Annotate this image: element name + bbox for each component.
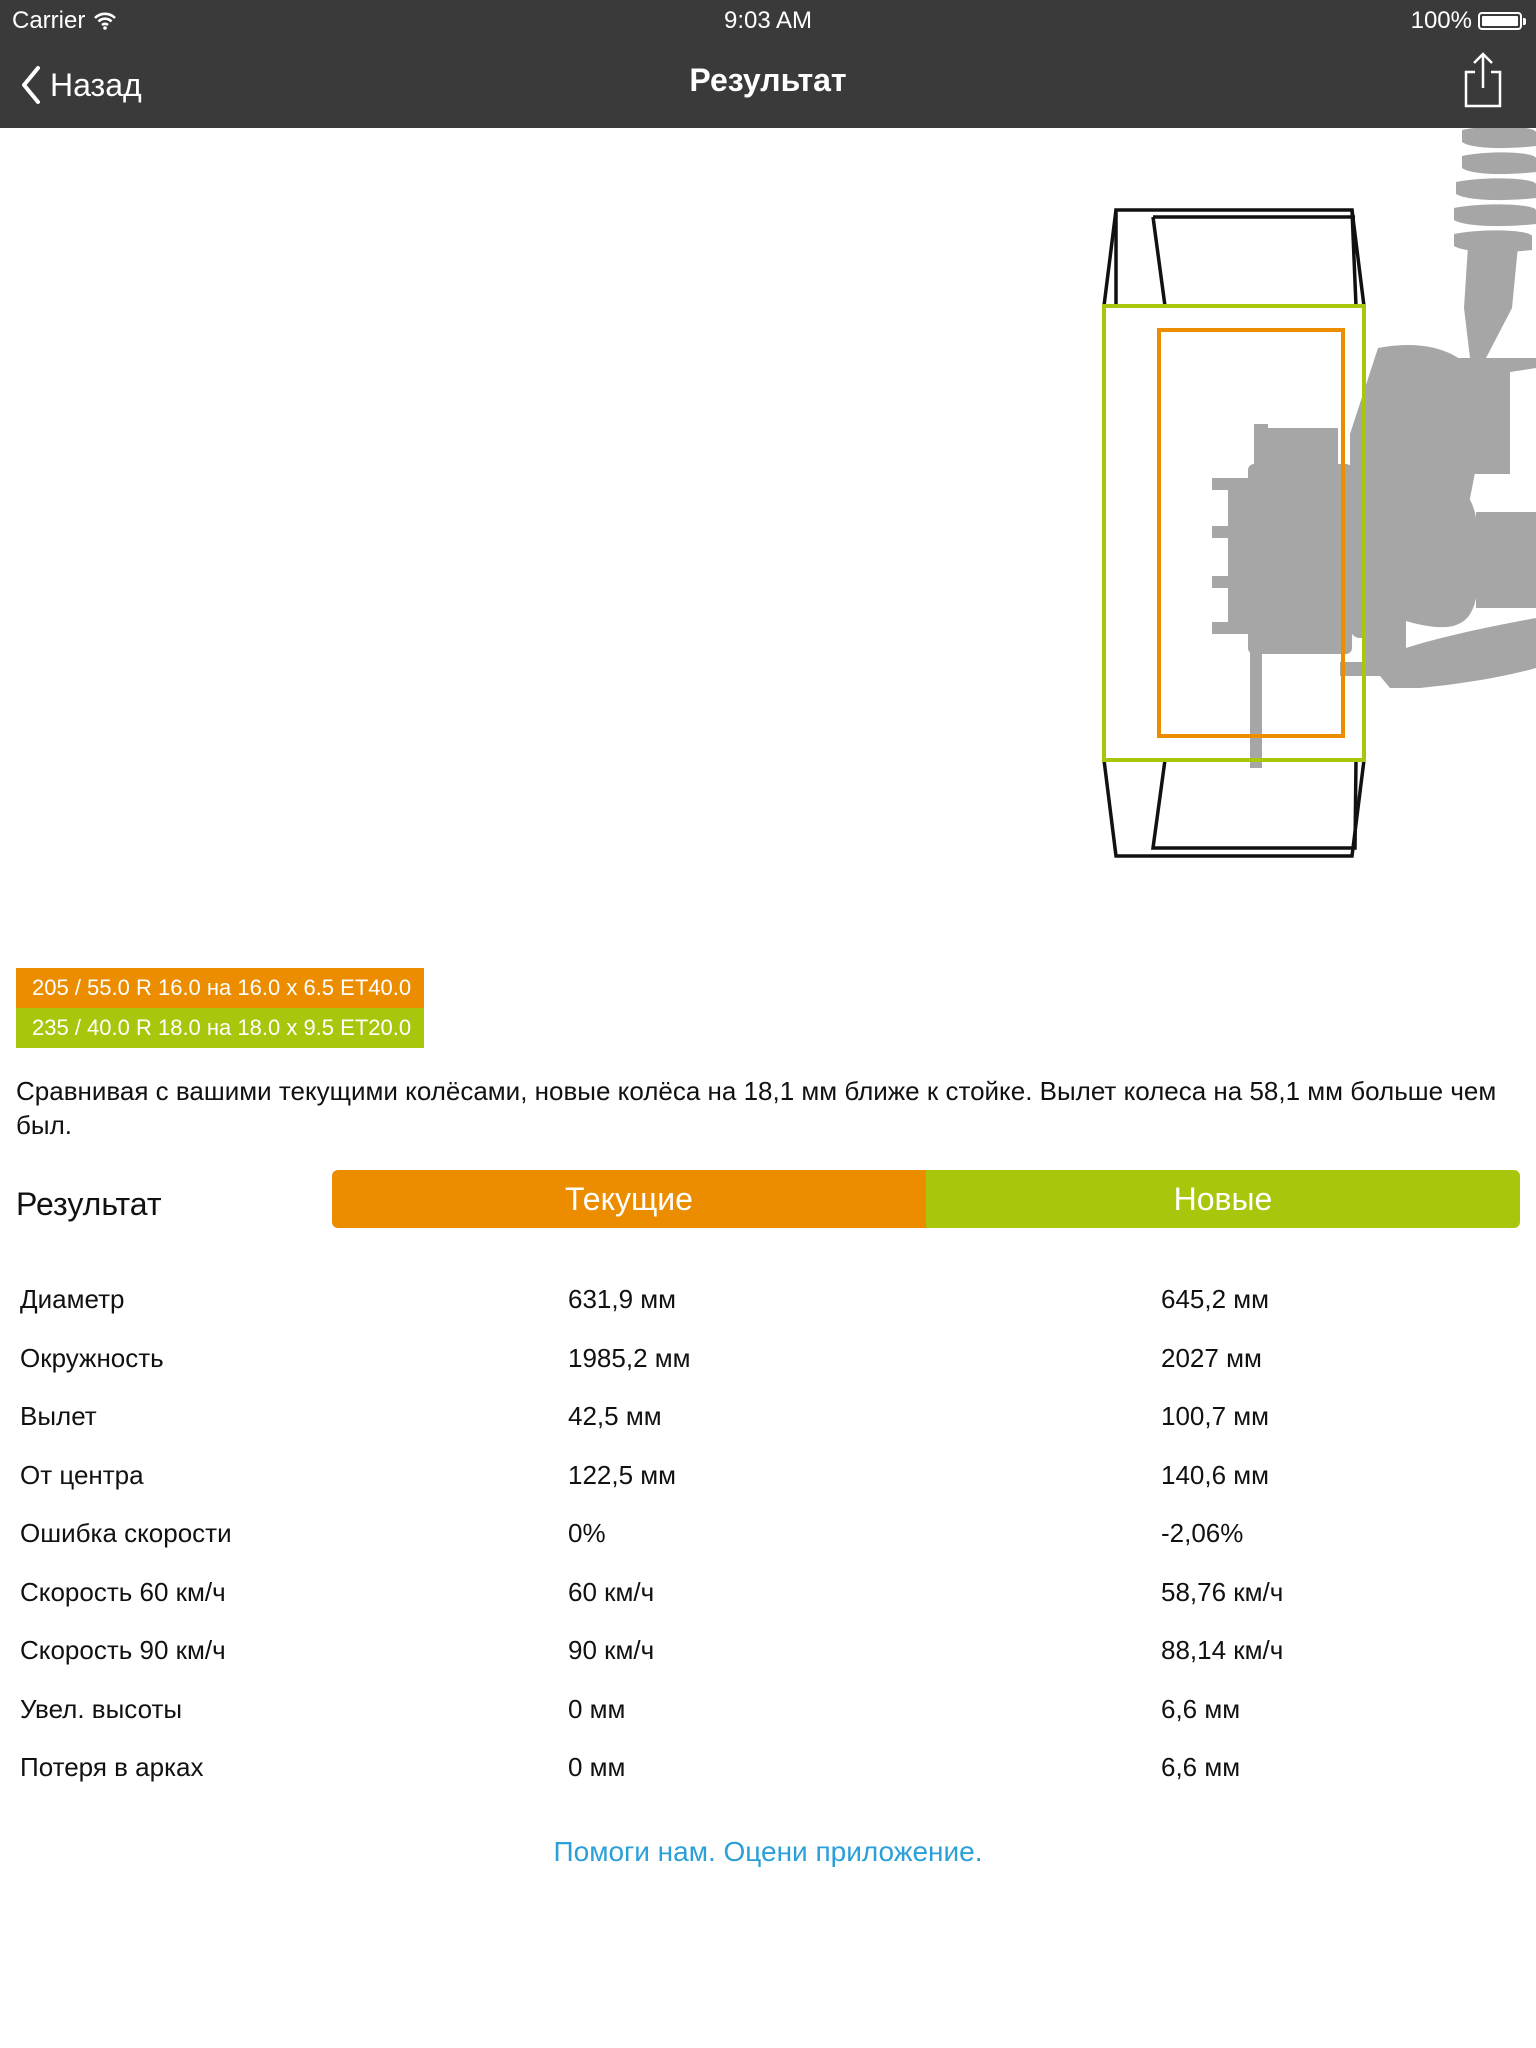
results-segmented-control [332, 1170, 1520, 1228]
row-new-value: 6,6 мм [1161, 1752, 1241, 1782]
table-row [20, 1446, 1516, 1505]
row-label: Скорость 90 км/ч [20, 1635, 226, 1665]
row-current-value: 0 мм [568, 1693, 626, 1724]
legend-current: 205 / 55.0 R 16.0 на 16.0 x 6.5 ET40.0 [16, 968, 424, 1008]
row-current-value: 60 км/ч [568, 1576, 655, 1607]
row-new-value: 2027 мм [1161, 1342, 1262, 1373]
row-current-value: 90 км/ч [568, 1635, 655, 1665]
row-label: Вылет [20, 1401, 97, 1431]
row-new-value: 88,14 км/ч [1161, 1635, 1284, 1665]
row-label: Увел. высоты [20, 1693, 183, 1724]
row-new-value: 6,6 мм [1161, 1693, 1241, 1724]
battery-percent: 100% [1410, 7, 1472, 34]
row-label: Скорость 60 км/ч [20, 1576, 226, 1607]
table-row [20, 1738, 1516, 1797]
wheel-legend [16, 968, 424, 1048]
table-row [20, 1504, 1516, 1563]
table-row [20, 1329, 1516, 1388]
table-row [20, 1563, 1516, 1622]
row-new-value: 58,76 км/ч [1161, 1576, 1284, 1607]
tab-current[interactable]: Текущие [332, 1170, 926, 1228]
navigation-bar [0, 0, 1536, 128]
table-row [20, 1270, 1516, 1329]
table-row [20, 1621, 1516, 1680]
wheel-diagram [1050, 128, 1536, 868]
comparison-summary: Сравнивая с вашими текущими колёсами, новые колёса на 18,1 мм ближе к стойке. Вылет колеса на 58,1 мм больше чем был. [16, 1076, 1497, 1140]
suspension-illustration [1212, 128, 1536, 768]
table-row [20, 1680, 1516, 1739]
row-current-value: 631,9 мм [568, 1284, 677, 1314]
status-battery [1411, 6, 1522, 36]
row-label: Потеря в арках [20, 1752, 204, 1782]
share-icon[interactable] [1462, 52, 1504, 110]
row-label: От центра [20, 1459, 144, 1490]
status-time: 9:03 AM [723, 7, 813, 34]
row-current-value: 1985,2 мм [568, 1342, 691, 1373]
battery-icon [1478, 12, 1522, 30]
carrier-label: Carrier [12, 7, 86, 34]
row-new-value: -2,06% [1161, 1518, 1244, 1548]
results-heading: Результат [16, 1186, 162, 1222]
row-label: Ошибка скорости [20, 1518, 232, 1548]
row-current-value: 0 мм [568, 1752, 626, 1782]
row-new-value: 140,6 мм [1161, 1459, 1270, 1490]
row-new-value: 100,7 мм [1161, 1401, 1270, 1431]
row-current-value: 42,5 мм [568, 1401, 662, 1431]
back-label: Назад [50, 66, 142, 103]
tab-new[interactable]: Новые [926, 1170, 1520, 1228]
page-title: Результат [689, 62, 847, 98]
rate-app-link[interactable]: Помоги нам. Оцени приложение. [553, 1836, 983, 1867]
row-label: Диаметр [20, 1284, 125, 1314]
row-current-value: 0% [568, 1518, 606, 1548]
legend-new: 235 / 40.0 R 18.0 на 18.0 x 9.5 ET20.0 [16, 1008, 424, 1048]
table-row [20, 1387, 1516, 1446]
results-table [20, 1270, 1516, 1797]
row-new-value: 645,2 мм [1161, 1284, 1270, 1314]
row-label: Окружность [20, 1342, 164, 1373]
row-current-value: 122,5 мм [568, 1459, 677, 1490]
